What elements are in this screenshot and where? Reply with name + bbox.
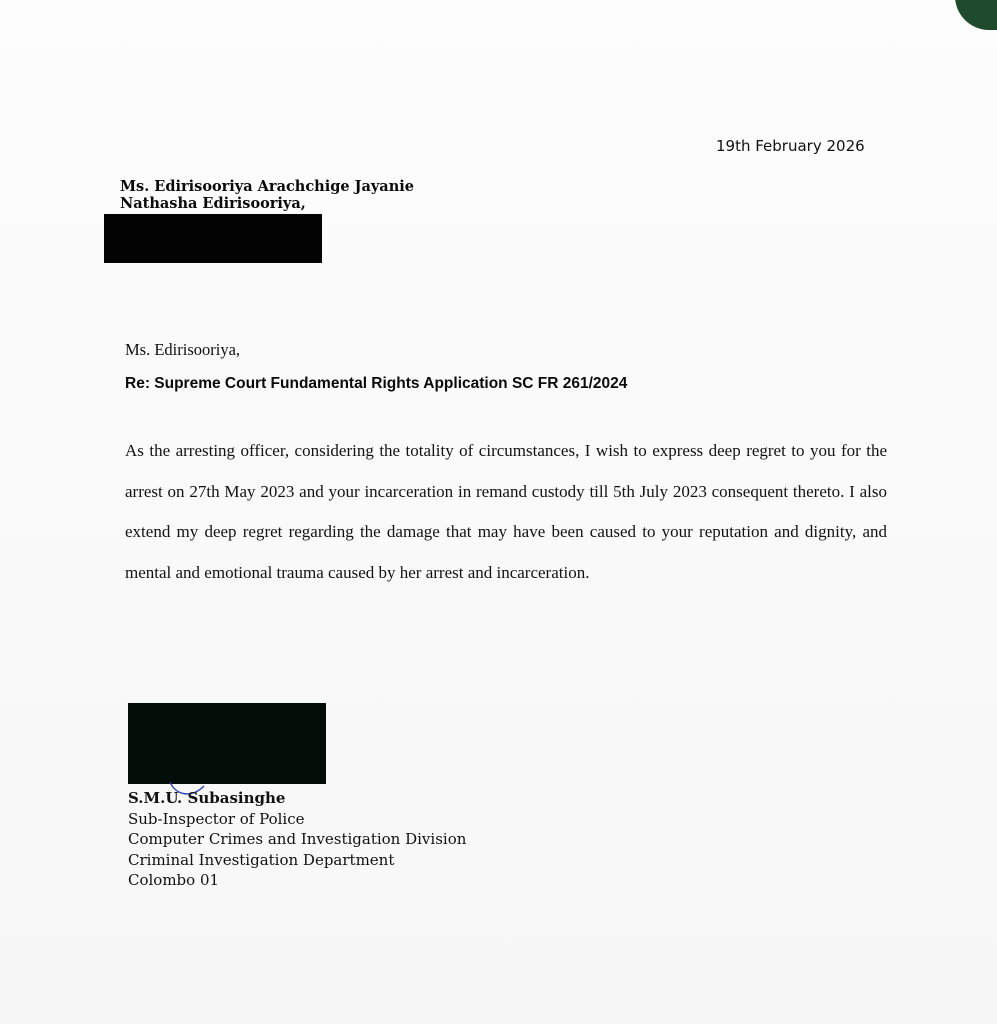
salutation: Ms. Edirisooriya, [125, 340, 241, 359]
letter-date: 19th February 2026 [716, 137, 865, 155]
folder-corner [955, 0, 997, 30]
recipient-name-line-2: Nathasha Edirisooriya, [120, 195, 306, 212]
signatory-rank: Sub-Inspector of Police [128, 809, 305, 828]
recipient-name-line-1: Ms. Edirisooriya Arachchige Jayanie [120, 178, 414, 195]
signatory-division: Computer Crimes and Investigation Division [128, 830, 467, 848]
signatory-department: Criminal Investigation Department [128, 850, 395, 869]
redacted-signature [128, 703, 326, 784]
letter-body: As the arresting officer, considering the totality of circumstances, I wish to express deep regret to you for the arrest on 27th May 2023 and your incarceration in remand custody till 5th July 2023 consequent thereto. I also extend my deep regret regarding the damage that may have been caused to your reputation and dignity, and mental and emotional trauma caused by her arrest and incarceration. [125, 441, 887, 582]
redacted-address [104, 214, 322, 263]
signatory-location: Colombo 01 [128, 871, 220, 889]
subject-line: Re: Supreme Court Fundamental Rights Application SC FR 261/2024 [125, 375, 628, 392]
signatory-block [128, 788, 466, 891]
recipient-block [120, 178, 414, 212]
signatory-name: S.M.U. Subasinghe [128, 789, 286, 807]
